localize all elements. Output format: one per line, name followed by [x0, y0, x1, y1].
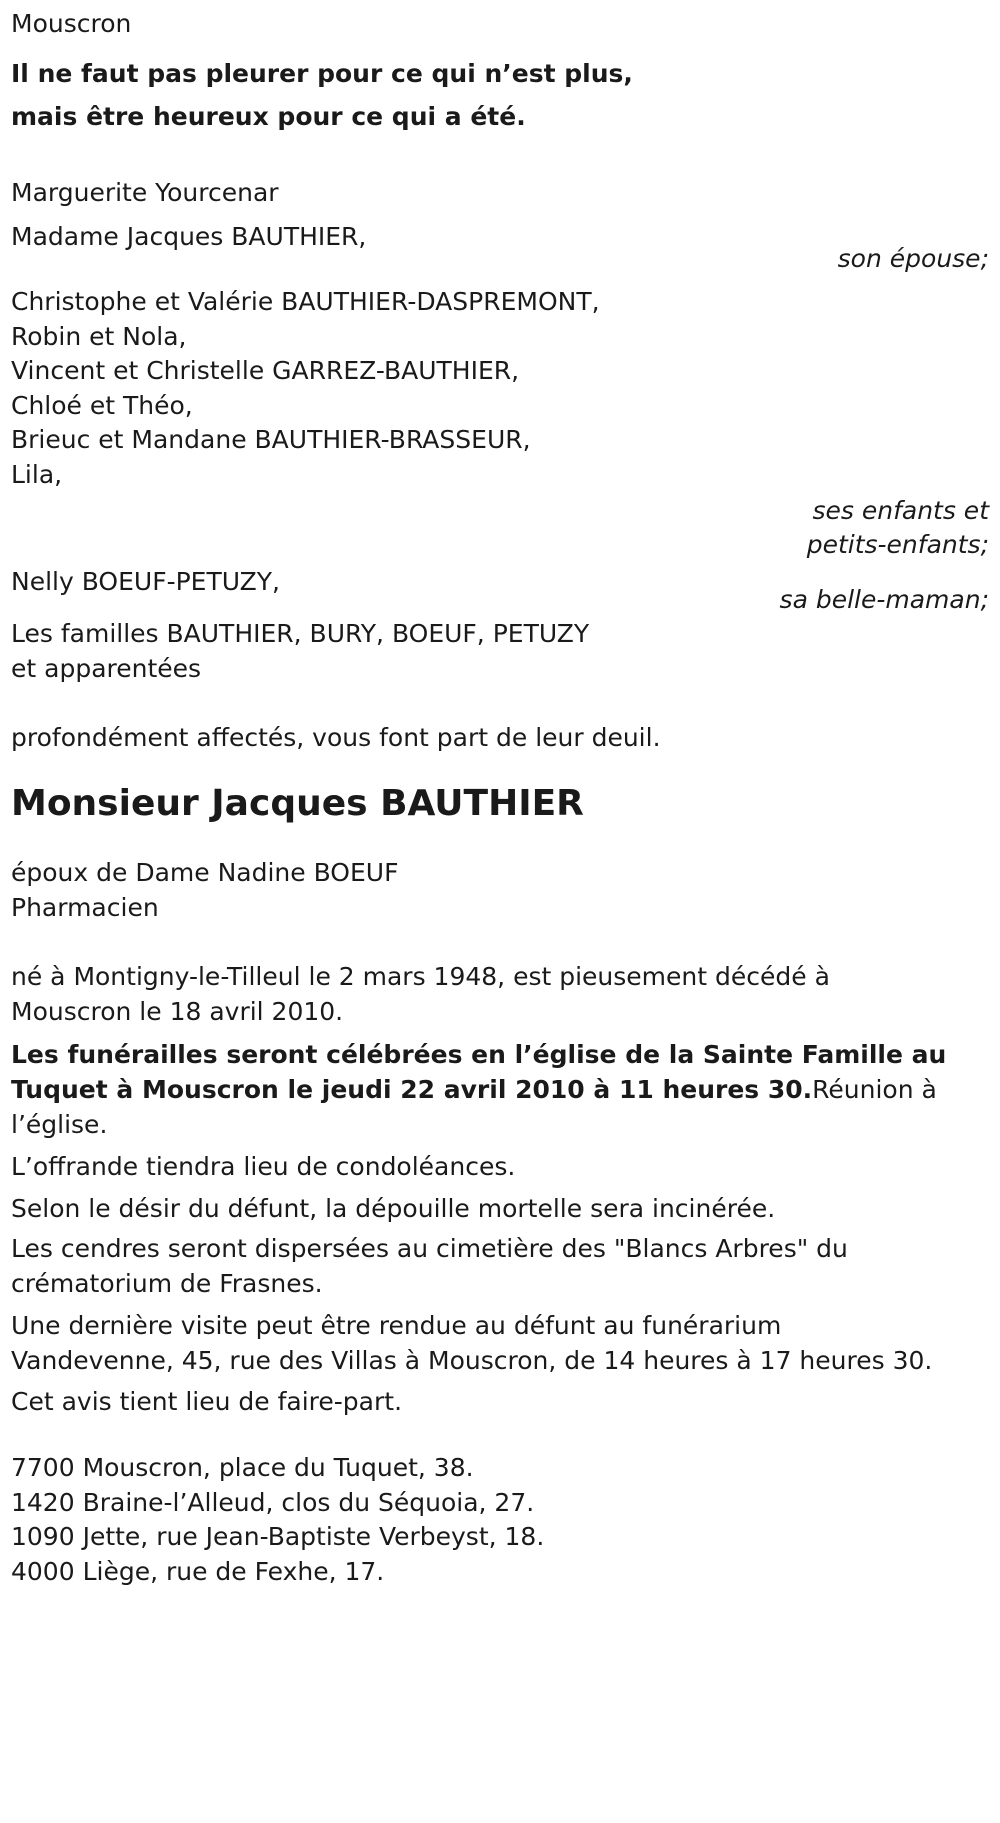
birth-death: [11, 959, 989, 1029]
offering-note: L’offrande tiendra lieu de condoléances.: [11, 1152, 516, 1181]
ashes-line-1: Les cendres seront dispersées au cimetière des "Blancs Arbres" du: [11, 1234, 848, 1263]
birth-death-line-1: né à Montigny-le-Tilleul le 2 mars 1948, est pieusement décédé à: [11, 962, 830, 991]
deceased-profession: Pharmacien: [11, 893, 159, 922]
families-line-1: Les familles BAUTHIER, BURY, BOEUF, PETUZY: [11, 619, 590, 648]
address-line: 1420 Braine-l’Alleud, clos du Séquoia, 27.: [11, 1487, 535, 1517]
funeral-info: [11, 1037, 989, 1142]
children-line: Chloé et Théo,: [11, 390, 193, 420]
cremation-note: Selon le désir du défunt, la dépouille mortelle sera incinérée.: [11, 1194, 776, 1223]
children-role-line-2: petits-enfants;: [806, 530, 989, 559]
quote-line-1: Il ne faut pas pleurer pour ce qui n’est plus,: [11, 59, 633, 88]
quote: [11, 52, 989, 138]
children-block: [11, 285, 989, 562]
deceased-spouse-line: époux de Dame Nadine BOEUF: [11, 858, 399, 887]
obituary-notice: [11, 6, 989, 1589]
address-line: 7700 Mouscron, place du Tuquet, 38.: [11, 1453, 474, 1482]
city-header: Mouscron: [11, 9, 132, 38]
faire-part-note: Cet avis tient lieu de faire-part.: [11, 1387, 403, 1416]
funeral-line-2: Tuquet à Mouscron le jeudi 22 avril 2010 à 11 heures 30.: [11, 1075, 813, 1104]
quote-author: Marguerite Yourcenar: [11, 178, 279, 207]
funeral-meeting-place: l’église.: [11, 1110, 108, 1139]
deceased-details: [11, 855, 989, 925]
children-line: Robin et Nola,: [11, 321, 187, 351]
spouse-block: [11, 217, 989, 285]
addresses: [11, 1451, 989, 1589]
quote-line-2: mais être heureux pour ce qui a été.: [11, 102, 526, 131]
visit-note: [11, 1308, 989, 1378]
deceased-name: Monsieur Jacques BAUTHIER: [11, 783, 584, 824]
funeral-meeting: Réunion à: [812, 1075, 937, 1104]
children-line: Vincent et Christelle GARREZ-BAUTHIER,: [11, 356, 520, 385]
children-line: Brieuc et Mandane BAUTHIER-BRASSEUR,: [11, 425, 531, 454]
children-line: Christophe et Valérie BAUTHIER-DASPREMONT,: [11, 287, 600, 316]
ashes-note: [11, 1231, 989, 1301]
funeral-line-1: Les funérailles seront célébrées en l’église de la Sainte Famille au: [11, 1040, 947, 1069]
children-role-line-1: ses enfants et: [812, 496, 989, 525]
mother-in-law-role: sa belle-maman;: [779, 585, 989, 614]
visit-line-2: Vandevenne, 45, rue des Villas à Mouscron, de 14 heures à 17 heures 30.: [11, 1346, 933, 1375]
visit-line-1: Une dernière visite peut être rendue au défunt au funérarium: [11, 1311, 782, 1340]
spouse-role: son épouse;: [837, 244, 989, 273]
ashes-line-2: crématorium de Frasnes.: [11, 1269, 323, 1298]
children-line: Lila,: [11, 459, 63, 489]
families-block: [11, 616, 989, 686]
mother-in-law-name: Nelly BOEUF-PETUZY,: [11, 567, 280, 596]
spouse-name: Madame Jacques BAUTHIER,: [11, 222, 367, 251]
address-line: 1090 Jette, rue Jean-Baptiste Verbeyst, 18.: [11, 1522, 545, 1551]
announcement: profondément affectés, vous font part de leur deuil.: [11, 723, 661, 752]
mother-in-law-block: [11, 562, 989, 616]
birth-death-line-2: Mouscron le 18 avril 2010.: [11, 997, 344, 1026]
families-line-2: et apparentées: [11, 654, 202, 683]
address-line: 4000 Liège, rue de Fexhe, 17.: [11, 1556, 385, 1586]
